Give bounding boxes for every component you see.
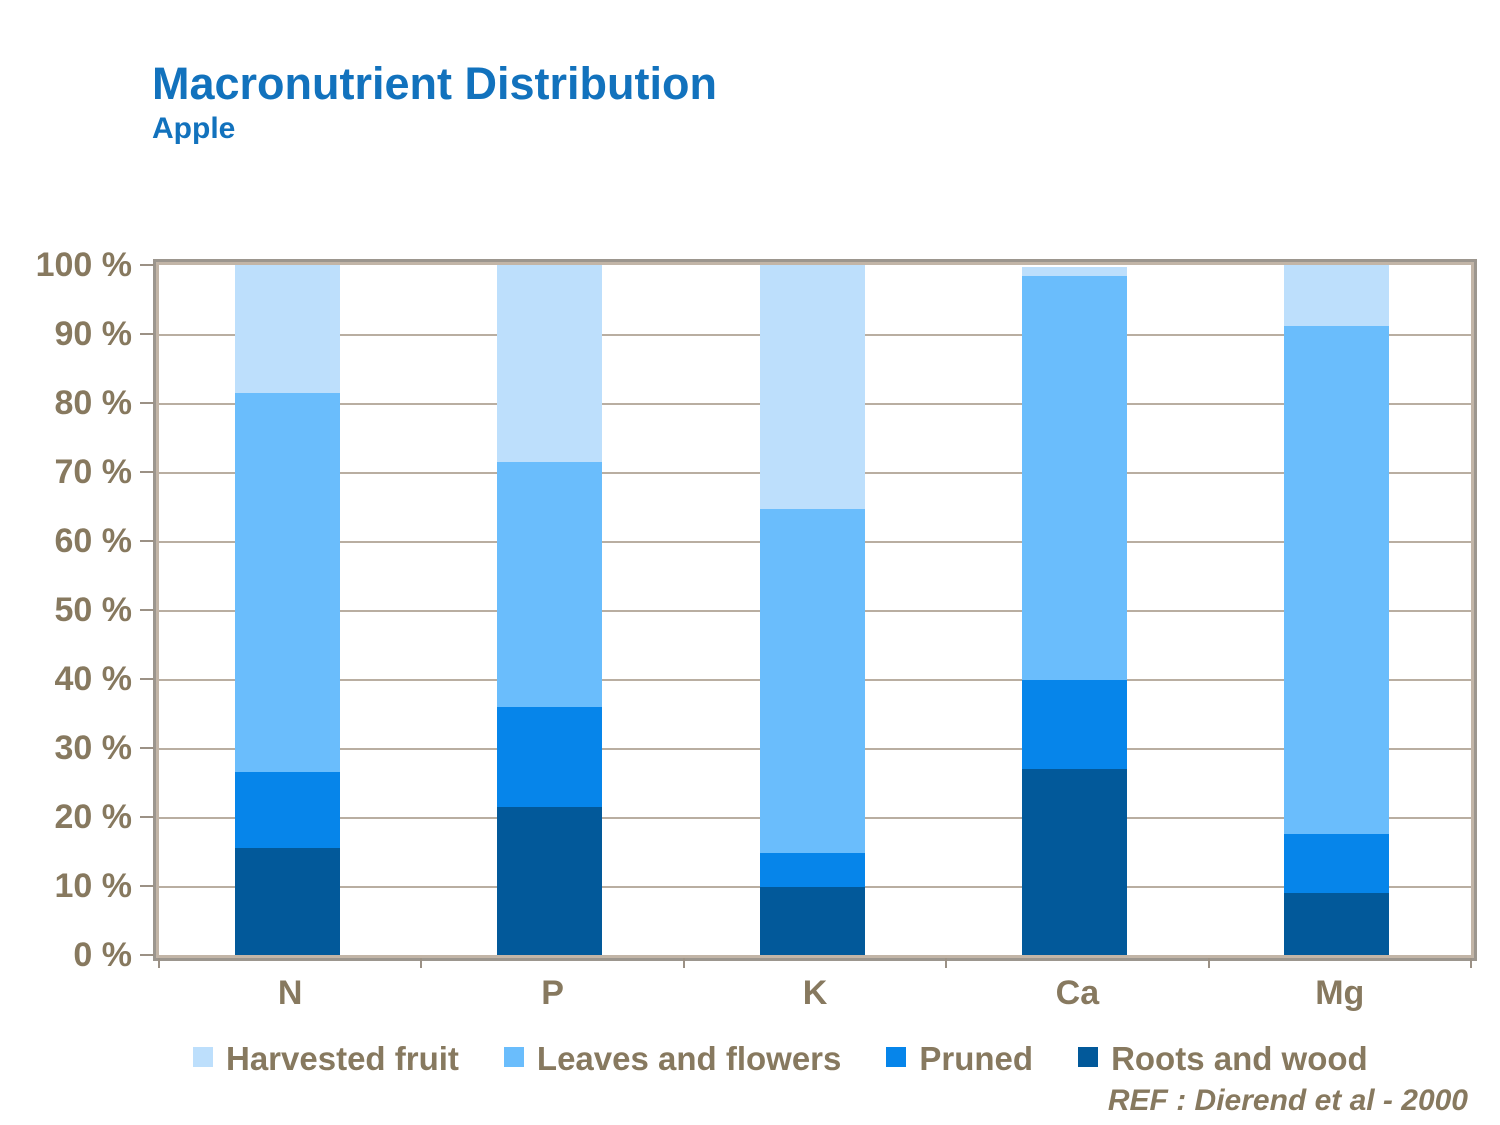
x-tick-mark xyxy=(1470,958,1472,968)
y-tick-mark xyxy=(140,540,154,542)
y-tick-mark xyxy=(140,402,154,404)
y-tick-mark xyxy=(140,678,154,680)
y-tick-mark xyxy=(140,609,154,611)
legend-swatch-icon xyxy=(886,1047,906,1067)
y-tick-label: 60 % xyxy=(54,522,132,560)
y-tick-mark xyxy=(140,471,154,473)
y-tick-label: 100 % xyxy=(35,246,132,284)
legend-label: Pruned xyxy=(919,1040,1034,1077)
reference-note: REF : Dierend et al - 2000 xyxy=(1107,1084,1468,1117)
y-tick-label: 40 % xyxy=(54,660,132,698)
chart-subtitle: Apple xyxy=(152,112,236,145)
y-tick-mark xyxy=(140,816,154,818)
bar-segment-leaves-and-flowers-Mg xyxy=(1284,326,1389,834)
y-tick-mark xyxy=(140,885,154,887)
bar-segment-leaves-and-flowers-N xyxy=(235,393,340,773)
x-tick-mark xyxy=(1208,958,1210,968)
bar-segment-leaves-and-flowers-P xyxy=(497,462,602,706)
x-axis-label-Ca: Ca xyxy=(1055,974,1100,1012)
legend-swatch-icon xyxy=(504,1047,524,1067)
bar-segment-leaves-and-flowers-K xyxy=(760,509,865,853)
legend xyxy=(193,1040,1368,1078)
bar-segment-pruned-Ca xyxy=(1022,680,1127,768)
x-axis-label-K: K xyxy=(802,974,828,1012)
legend-item-pruned xyxy=(886,1040,1033,1078)
bar-segment-harvested-fruit-K xyxy=(760,265,865,509)
bar-segment-pruned-P xyxy=(497,707,602,807)
legend-swatch-icon xyxy=(193,1047,213,1067)
y-tick-label: 80 % xyxy=(54,384,132,422)
y-tick-mark xyxy=(140,333,154,335)
y-tick-label: 90 % xyxy=(54,315,132,353)
x-tick-mark xyxy=(158,958,160,968)
x-axis-label-P: P xyxy=(541,974,564,1012)
bar-segment-harvested-fruit-P xyxy=(497,265,602,462)
legend-item-harvested-fruit xyxy=(193,1040,459,1078)
legend-swatch-icon xyxy=(1078,1047,1098,1067)
x-axis-label-Mg: Mg xyxy=(1315,974,1365,1012)
x-tick-mark xyxy=(420,958,422,968)
x-tick-mark xyxy=(683,958,685,968)
y-tick-mark xyxy=(140,954,154,956)
y-tick-label: 10 % xyxy=(54,867,132,905)
bar-segment-roots-and-wood-N xyxy=(235,848,340,955)
bar-segment-leaves-and-flowers-Ca xyxy=(1022,276,1127,680)
legend-label: Harvested fruit xyxy=(226,1040,459,1077)
bar-segment-pruned-Mg xyxy=(1284,834,1389,893)
plot-area xyxy=(156,262,1474,958)
x-axis-label-N: N xyxy=(277,974,303,1012)
bar-segment-roots-and-wood-Mg xyxy=(1284,893,1389,955)
legend-label: Leaves and flowers xyxy=(536,1040,842,1077)
legend-label: Roots and wood xyxy=(1111,1040,1368,1077)
bar-segment-roots-and-wood-K xyxy=(760,887,865,955)
y-tick-mark xyxy=(140,264,154,266)
bar-segment-harvested-fruit-Mg xyxy=(1284,265,1389,326)
bar-segment-roots-and-wood-P xyxy=(497,807,602,955)
bar-segment-harvested-fruit-Ca xyxy=(1022,267,1127,276)
y-tick-label: 20 % xyxy=(54,798,132,836)
legend-item-leaves-and-flowers xyxy=(504,1040,841,1078)
bar-segment-pruned-K xyxy=(760,853,865,888)
bar-segment-roots-and-wood-Ca xyxy=(1022,769,1127,955)
x-tick-mark xyxy=(945,958,947,968)
bar-segment-pruned-N xyxy=(235,772,340,848)
y-tick-label: 30 % xyxy=(54,729,132,767)
y-tick-label: 50 % xyxy=(54,591,132,629)
y-tick-mark xyxy=(140,747,154,749)
y-tick-label: 0 % xyxy=(73,936,132,974)
chart-title: Macronutrient Distribution xyxy=(152,58,717,109)
y-tick-label: 70 % xyxy=(54,453,132,491)
bar-segment-harvested-fruit-N xyxy=(235,265,340,393)
legend-item-roots-and-wood xyxy=(1078,1040,1368,1078)
